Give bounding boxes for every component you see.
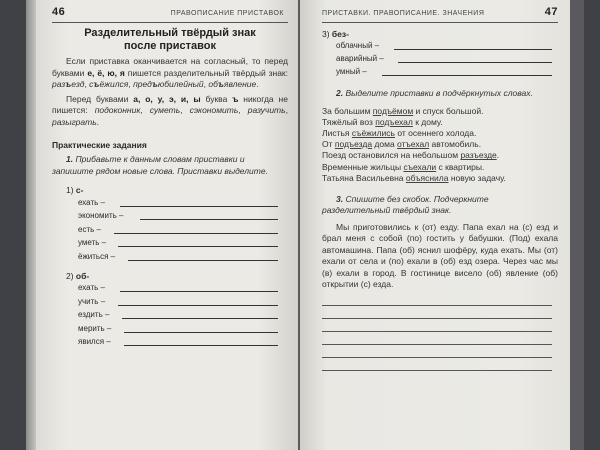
exercise-row: уметь –: [78, 236, 288, 250]
right-page: [300, 0, 570, 450]
answer-line: [322, 319, 552, 332]
sentence: Тяжёлый воз подъехал к дому.: [322, 116, 443, 127]
task-3-instruction: 3. Спишите без скобок. Подчеркните разделительный твёрдый знак.: [322, 193, 489, 216]
rule-paragraph-2: Перед буквами а, о, у, э, и, ы буква ъ никогда не пишется: подоконник, суметь, сэкономить, разучить, разыграть.: [52, 93, 288, 127]
answer-line: [322, 293, 552, 306]
sentence: Татьяна Васильевна объяснила новую задачу.: [322, 172, 506, 183]
group-1-label: 1) с-: [66, 185, 84, 195]
task-2-instruction: 2. Выделите приставки в подчёркнутых словах.: [336, 88, 533, 98]
answer-line: [322, 332, 552, 345]
sentence: От подъезда дома отъехал автомобиль.: [322, 139, 482, 150]
section-heading: Практические задания: [52, 140, 147, 150]
left-page: [36, 0, 298, 450]
group-3-rows: [322, 39, 558, 78]
group-1-rows: [52, 195, 288, 263]
exercise-row: мерить –: [78, 321, 288, 335]
exercise-row: ёжиться –: [78, 249, 288, 263]
exercise-row: ехать –: [78, 195, 288, 209]
sentence: За большим подъёмом и спуск большой.: [322, 105, 484, 116]
running-title-right: ПРИСТАВКИ. ПРАВОПИСАНИЕ. ЗНАЧЕНИЯ: [322, 10, 485, 17]
lesson-title: Разделительный твёрдый знак после приставок: [84, 27, 256, 52]
answer-line: [322, 306, 552, 319]
task-1-instruction: 1. Прибавьте к данным словам приставки и запишите рядом новые слова. Приставки выделите.: [52, 154, 268, 176]
exercise-row: аварийный –: [336, 52, 558, 65]
sentence: Временные жильцы съехали с квартиры.: [322, 161, 485, 172]
exercise-row: учить –: [78, 294, 288, 308]
sentence: Поезд остановился на небольшом разъезде.: [322, 150, 500, 161]
page-number-left: 46: [52, 6, 66, 18]
group-3-label: 3) без-: [322, 29, 349, 39]
right-page-header: [322, 8, 558, 23]
sentence: Листья съёжились от осеннего холода.: [322, 127, 477, 138]
answer-line: [322, 358, 552, 371]
left-page-header: [52, 8, 288, 23]
task-3-text: Мы приготовились к (от) езду. Папа ехал на (с) езд и брал меня с собой (по) гостить у бабушки. (Под) ехала автомашина. Папа (об) яснил шофёру, куда ехать. Мы (от) ехали от села и (по) ехали в (об) езд озера. Через час мы (в) ехали в город. В гостинице висело (об) явление (об) открытии (с) езда.: [322, 221, 558, 290]
group-2-rows: [52, 281, 288, 349]
rule-paragraph-1: Если приставка оканчивается на согласный, то перед буквами е, ё, ю, я пишется разделительный твёрдый знак: разъезд, съёжился, предъюбилейный, объявление.: [52, 56, 288, 89]
exercise-row: явился –: [78, 335, 288, 349]
exercise-row: экономить –: [78, 209, 288, 223]
exercise-row: облачный –: [336, 39, 558, 52]
answer-lines: [322, 293, 558, 371]
page-number-right: 47: [544, 6, 558, 18]
exercise-row: умный –: [336, 65, 558, 78]
running-title-left: ПРАВОПИСАНИЕ ПРИСТАВОК: [170, 10, 284, 17]
group-2-label: 2) об-: [66, 270, 90, 281]
exercise-row: есть –: [78, 222, 288, 236]
answer-line: [322, 345, 552, 358]
exercise-row: ехать –: [78, 281, 288, 295]
task-2-sentences: [322, 106, 558, 184]
exercise-row: ездить –: [78, 308, 288, 322]
